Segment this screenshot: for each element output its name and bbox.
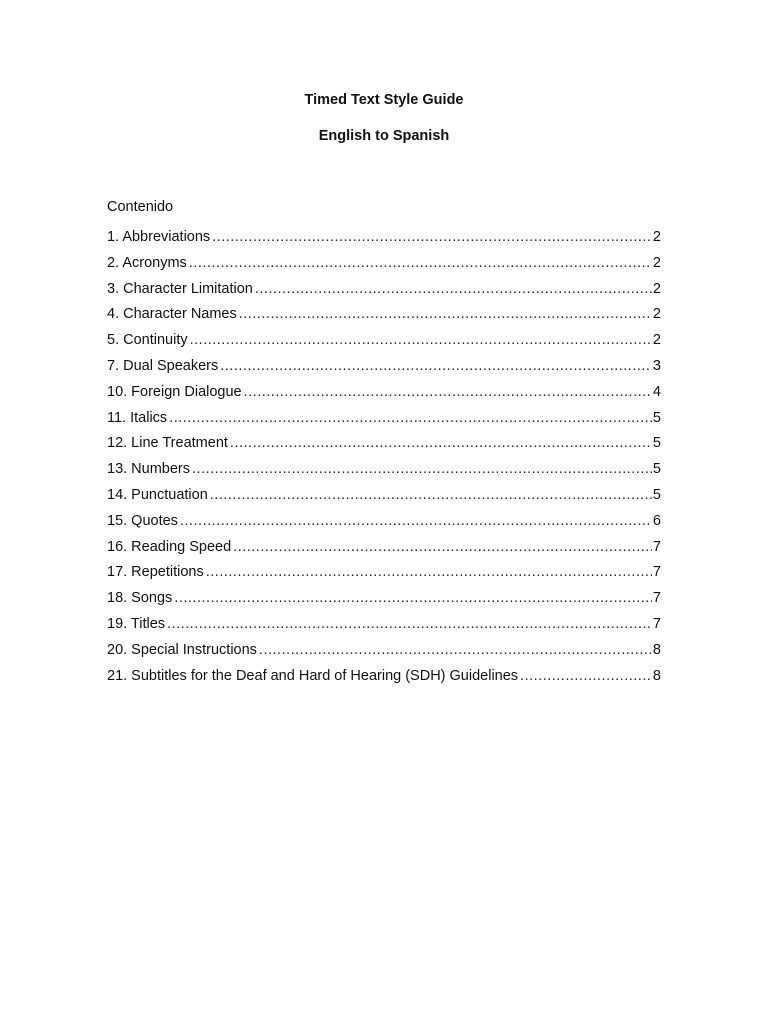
toc-dot-leader	[210, 483, 652, 509]
toc-entry[interactable]	[107, 277, 661, 303]
toc-entry[interactable]	[107, 406, 661, 432]
toc-entry[interactable]	[107, 431, 661, 457]
table-of-contents	[107, 225, 661, 689]
toc-dot-leader	[192, 457, 652, 483]
toc-entry[interactable]	[107, 612, 661, 638]
toc-entry[interactable]	[107, 535, 661, 561]
toc-dot-leader	[255, 277, 652, 303]
document-subtitle: English to Spanish	[318, 128, 450, 144]
toc-dot-leader	[239, 302, 652, 328]
toc-entry-page-number: 2	[652, 254, 661, 271]
toc-entry-label: 14. Punctuation	[107, 486, 208, 503]
toc-entry-page-number: 8	[652, 641, 661, 658]
toc-entry[interactable]	[107, 664, 661, 690]
toc-entry-page-number: 5	[652, 486, 661, 503]
toc-entry-page-number: 2	[652, 306, 661, 323]
toc-dot-leader	[189, 251, 652, 277]
toc-entry-label: 12. Line Treatment	[107, 435, 228, 452]
toc-dot-leader	[233, 535, 652, 561]
toc-entry-page-number: 8	[652, 667, 661, 684]
toc-entry[interactable]	[107, 483, 661, 509]
toc-entry-page-number: 7	[652, 538, 661, 555]
toc-dot-leader	[169, 406, 652, 432]
toc-entry-label: 7. Dual Speakers	[107, 357, 219, 374]
toc-dot-leader	[259, 638, 652, 664]
toc-entry-label: 4. Character Names	[107, 306, 237, 323]
toc-entry-label: 10. Foreign Dialogue	[107, 383, 242, 400]
toc-entry-page-number: 5	[652, 435, 661, 452]
toc-dot-leader	[167, 612, 652, 638]
toc-entry[interactable]	[107, 560, 661, 586]
toc-entry-page-number: 7	[652, 615, 661, 632]
toc-entry-page-number: 7	[652, 590, 661, 607]
toc-dot-leader	[520, 664, 652, 690]
toc-entry-label: 20. Special Instructions	[107, 641, 257, 658]
toc-entry[interactable]	[107, 302, 661, 328]
toc-entry[interactable]	[107, 380, 661, 406]
toc-entry-label: 3. Character Limitation	[107, 280, 253, 297]
toc-dot-leader	[220, 354, 652, 380]
toc-entry[interactable]	[107, 225, 661, 251]
toc-dot-leader	[206, 560, 652, 586]
toc-entry-label: 17. Repetitions	[107, 564, 204, 581]
toc-dot-leader	[180, 509, 652, 535]
toc-entry-label: 5. Continuity	[107, 332, 188, 349]
toc-entry[interactable]	[107, 354, 661, 380]
toc-entry-label: 18. Songs	[107, 590, 173, 607]
toc-entry[interactable]	[107, 638, 661, 664]
toc-entry-label: 2. Acronyms	[107, 254, 187, 271]
toc-entry[interactable]	[107, 457, 661, 483]
toc-entry[interactable]	[107, 251, 661, 277]
toc-dot-leader	[230, 431, 652, 457]
toc-entry-label: 21. Subtitles for the Deaf and Hard of Hearing (SDH) Guidelines	[107, 667, 519, 684]
toc-dot-leader	[244, 380, 652, 406]
toc-entry-page-number: 4	[652, 383, 661, 400]
toc-entry[interactable]	[107, 328, 661, 354]
toc-entry[interactable]	[107, 509, 661, 535]
toc-entry-page-number: 6	[652, 512, 661, 529]
toc-entry[interactable]	[107, 586, 661, 612]
toc-dot-leader	[212, 225, 652, 251]
toc-entry-page-number: 2	[652, 332, 661, 349]
toc-entry-page-number: 2	[652, 229, 661, 245]
toc-dot-leader	[190, 328, 652, 354]
toc-dot-leader	[174, 586, 652, 612]
toc-entry-page-number: 2	[652, 280, 661, 297]
toc-entry-label: 11. Italics	[107, 409, 168, 426]
toc-entry-page-number: 3	[652, 357, 661, 374]
toc-entry-page-number: 5	[652, 461, 661, 478]
document-title: Timed Text Style Guide	[304, 92, 464, 108]
toc-entry-label: 19. Titles	[107, 615, 166, 632]
toc-entry-page-number: 7	[652, 564, 661, 581]
toc-entry-label: 15. Quotes	[107, 512, 178, 529]
toc-heading: Contenido	[107, 199, 174, 215]
toc-entry-label: 1. Abbreviations	[107, 229, 211, 245]
toc-entry-label: 16. Reading Speed	[107, 538, 232, 555]
toc-entry-label: 13. Numbers	[107, 461, 191, 478]
toc-entry-page-number: 5	[652, 409, 661, 426]
